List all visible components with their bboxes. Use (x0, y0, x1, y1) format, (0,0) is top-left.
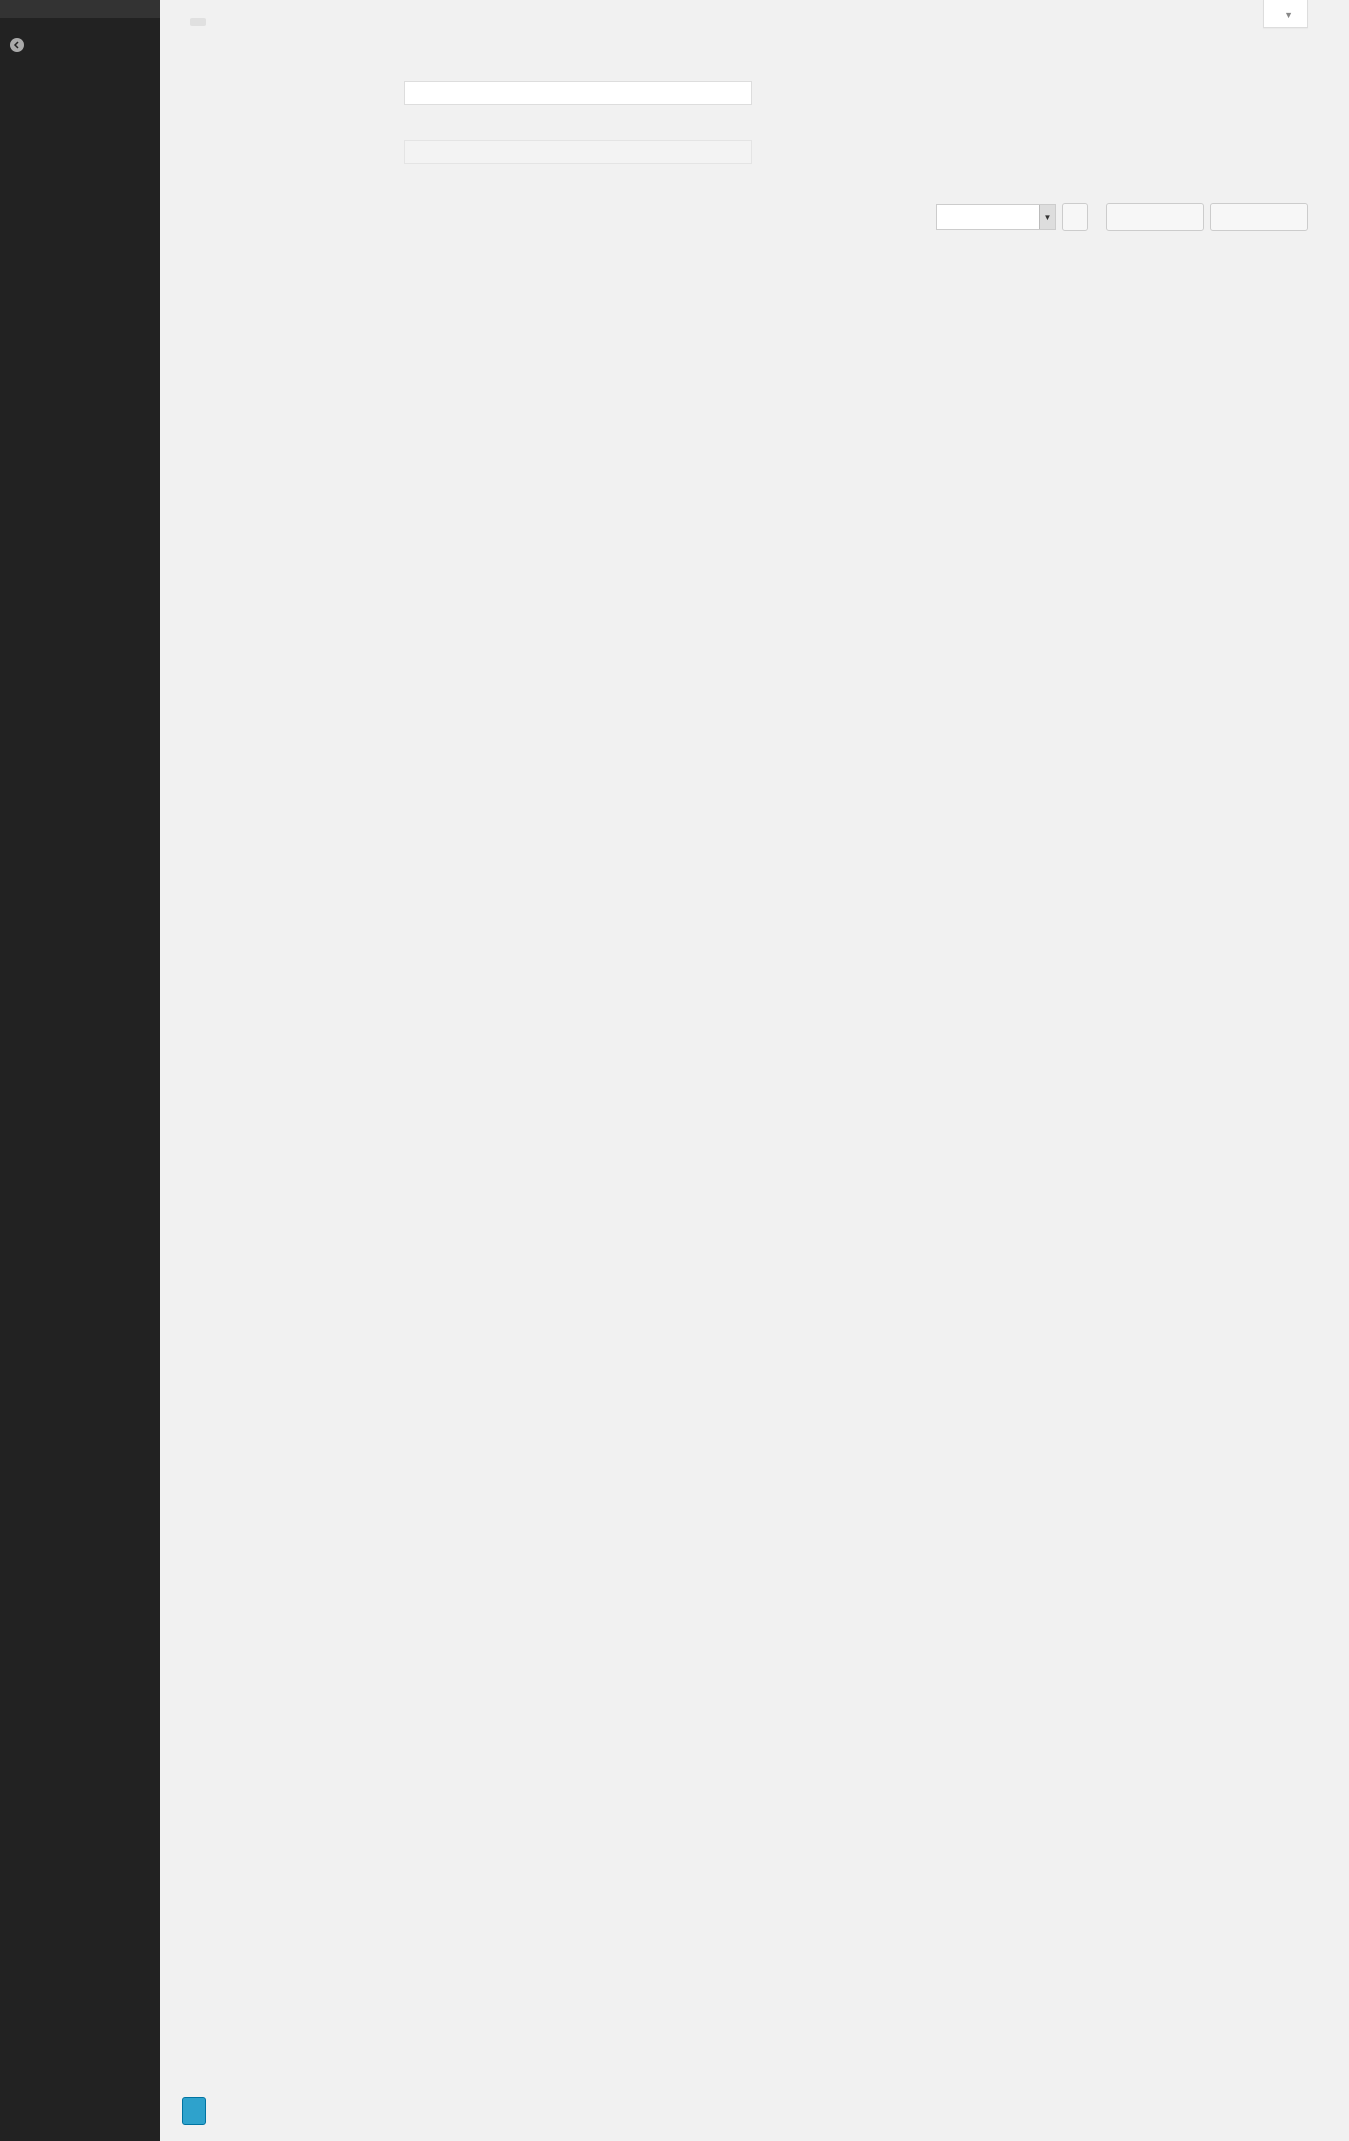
collapse-menu-button[interactable] (0, 28, 160, 62)
capabilities-toolbar (936, 203, 1308, 231)
apply-button[interactable] (1062, 203, 1088, 231)
display-name-row (182, 81, 752, 105)
admin-sidebar (0, 0, 160, 2141)
caret-down-icon: ▼ (1284, 10, 1293, 20)
select-all-button[interactable] (1106, 203, 1204, 231)
collapse-icon (10, 38, 24, 52)
display-name-input[interactable] (404, 81, 752, 105)
role-name-row (182, 140, 752, 164)
dropdown-arrow-icon: ▼ (1039, 205, 1055, 229)
help-tab-button[interactable] (1263, 0, 1308, 28)
copy-from-select[interactable] (936, 204, 1056, 230)
add-new-button[interactable] (190, 18, 206, 26)
role-name-input (404, 140, 752, 164)
roles-submenu (0, 0, 160, 18)
page-title-row (182, 18, 206, 26)
select-none-button[interactable] (1210, 203, 1308, 231)
update-role-button[interactable] (182, 2097, 206, 2125)
